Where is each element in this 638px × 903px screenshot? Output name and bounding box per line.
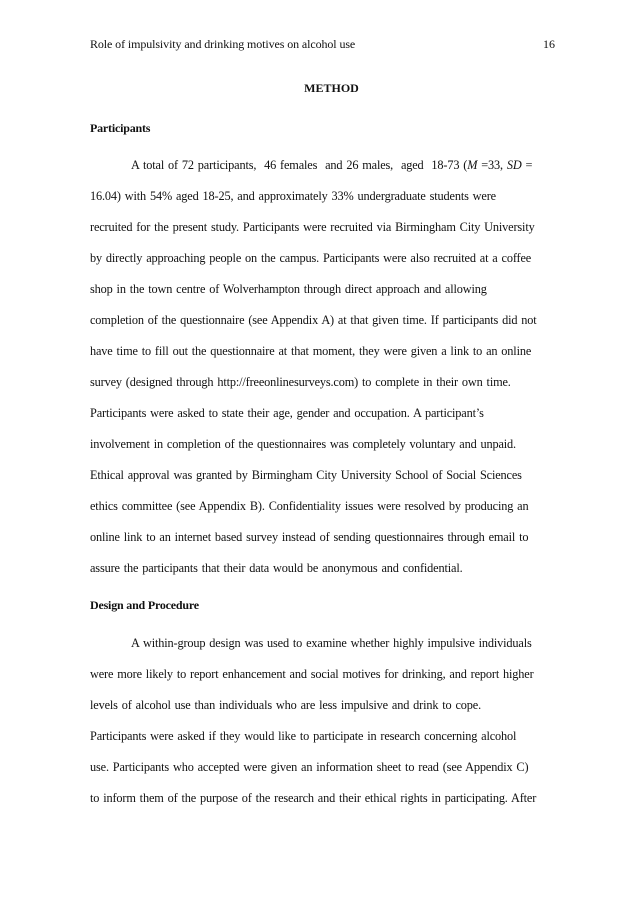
paragraph-line: to inform them of the purpose of the research and their ethical rights in participating. After — [90, 791, 537, 805]
paragraph-line: by directly approaching people on the campus. Participants were also recruited at a coffee — [90, 251, 532, 265]
paragraph-line: ethics committee (see Appendix B). Confidentiality issues were resolved by producing an — [90, 499, 529, 513]
paragraph-line: shop in the town centre of Wolverhampton through direct approach and allowing — [90, 282, 487, 296]
paragraph-line: 16.04) with 54% aged 18-25, and approximately 33% undergraduate students were — [90, 189, 496, 203]
paragraph-line: involvement in completion of the questionnaires was completely voluntary and unpaid. — [90, 437, 516, 451]
paragraph-line: Participants were asked if they would like to participate in research concerning alcohol — [90, 729, 517, 743]
running-header: Role of impulsivity and drinking motives on alcohol use — [90, 37, 356, 51]
paragraph-line: survey (designed through http://freeonlinesurveys.com) to complete in their own time. — [90, 375, 511, 389]
paragraph-line: were more likely to report enhancement and social motives for drinking, and report higher — [90, 667, 534, 681]
paragraph-line: have time to fill out the questionnaire at that moment, they were given a link to an online — [90, 344, 532, 358]
paragraph-line: Ethical approval was granted by Birmingham City University School of Social Sciences — [90, 468, 522, 482]
paragraph-line: completion of the questionnaire (see Appendix A) at that given time. If participants did not — [90, 313, 537, 327]
paragraph-line: Participants were asked to state their age, gender and occupation. A participant’s — [90, 406, 484, 420]
paragraph-line: A total of 72 participants, 46 females and 26 males, aged 18-73 (M =33, SD = — [131, 158, 533, 172]
section-title: METHOD — [304, 81, 359, 95]
page-number: 16 — [543, 37, 555, 51]
design-procedure-heading: Design and Procedure — [90, 598, 199, 612]
paragraph-line: use. Participants who accepted were given an information sheet to read (see Appendix C) — [90, 760, 529, 774]
paragraph-line: A within-group design was used to examine whether highly impulsive individuals — [131, 636, 532, 650]
paragraph-line: assure the participants that their data would be anonymous and confidential. — [90, 561, 463, 575]
participants-heading: Participants — [90, 121, 151, 135]
paragraph-line: recruited for the present study. Participants were recruited via Birmingham City University — [90, 220, 535, 234]
paragraph-line: levels of alcohol use than individuals who are less impulsive and drink to cope. — [90, 698, 482, 712]
paragraph-line: online link to an internet based survey instead of sending questionnaires through email to — [90, 530, 529, 544]
